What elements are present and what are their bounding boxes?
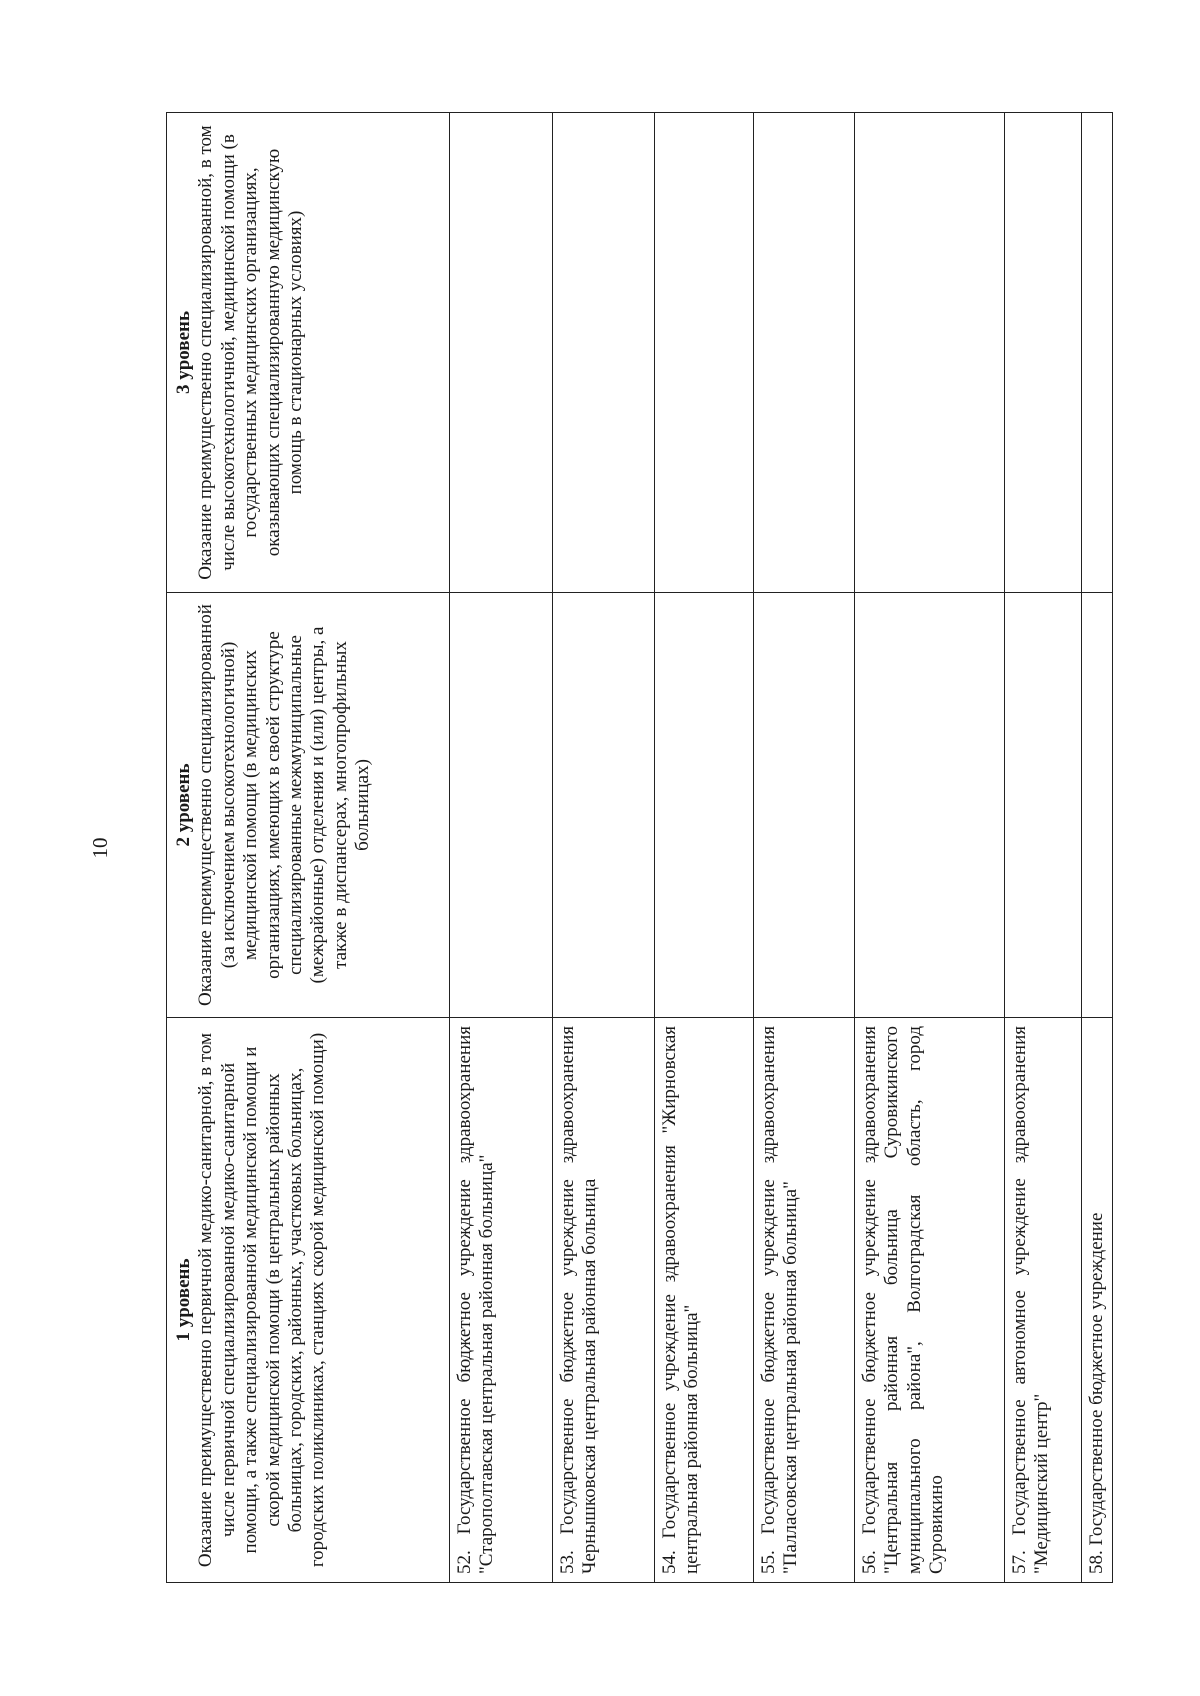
organization-cell: 52. Государственное бюджетное учреждение здравоохранения "Старополтавская центральная районная больница" xyxy=(450,1018,553,1583)
level-3-cell xyxy=(450,113,553,593)
level-3-cell xyxy=(655,113,754,593)
table-row xyxy=(553,113,655,1583)
header-level-1 xyxy=(167,1018,450,1583)
levels-table-rotated xyxy=(166,113,1107,1583)
level-2-cell xyxy=(855,593,1005,1018)
level-2-cell xyxy=(450,593,553,1018)
level-2-cell xyxy=(655,593,754,1018)
header-level-1-title: 1 уровень xyxy=(173,1258,194,1342)
organization-cell: 57. Государственное автономное учреждение здравоохранения "Медицинский центр" xyxy=(1005,1018,1082,1583)
organization-cell: 56. Государственное бюджетное учреждение здравоохранения "Центральная районная больница Суровикинского муниципального района", Волгоградская область, город Суровикино xyxy=(855,1018,1005,1583)
organization-cell: 58. Государственное бюджетное учреждение xyxy=(1082,1018,1113,1583)
table-row xyxy=(450,113,553,1583)
page-number: 10 xyxy=(88,837,112,859)
header-level-3-text: Оказание преимущественно специализированной, в том числе высокотехнологичной, медицинской помощи (в государственных медицинских организациях, оказывающих специализированную медицинскую помощь в стационарных условиях) xyxy=(195,125,307,580)
level-2-cell xyxy=(553,593,655,1018)
organization-cell: 53. Государственное бюджетное учреждение здравоохранения Чернышковская центральная районная больница xyxy=(553,1018,655,1583)
header-level-2 xyxy=(167,593,450,1018)
table-row xyxy=(1005,113,1082,1583)
level-3-cell xyxy=(855,113,1005,593)
table-header-row xyxy=(167,113,450,1583)
table-row xyxy=(655,113,754,1583)
organization-cell: 55. Государственное бюджетное учреждение здравоохранения "Палласовская центральная районная больница" xyxy=(754,1018,855,1583)
level-2-cell xyxy=(1082,593,1113,1018)
header-level-3 xyxy=(167,113,450,593)
level-3-cell xyxy=(553,113,655,593)
level-2-cell xyxy=(754,593,855,1018)
header-level-2-text: Оказание преимущественно специализированной (за исключением высокотехнологичной) медицинской помощи (в медицинских организациях, имеющих в своей структуре специализированные межмуниципальные (межрайонные) отделения и (или) центры, а также в диспансерах, многопрофильных больницах) xyxy=(195,604,374,1006)
table-row xyxy=(1082,113,1113,1583)
header-level-2-title: 2 уровень xyxy=(173,763,194,847)
table-row xyxy=(855,113,1005,1583)
header-level-1-text: Оказание преимущественно первичной медико-санитарной, в том числе первичной специализированной медико-санитарной помощи, а также специализированной медицинской помощи и скорой медицинской помощи (в центральных районных больницах, городских, районных, участковых больницах, городских поликлиниках, станциях скорой медицинской помощи) xyxy=(195,1032,329,1568)
levels-table xyxy=(166,112,1113,1583)
levels-table-wrapper xyxy=(166,113,1107,1583)
level-2-cell xyxy=(1005,593,1082,1018)
level-3-cell xyxy=(1082,113,1113,593)
level-3-cell xyxy=(1005,113,1082,593)
header-level-3-title: 3 уровень xyxy=(173,310,194,395)
table-row xyxy=(754,113,855,1583)
level-3-cell xyxy=(754,113,855,593)
organization-cell: 54. Государственное учреждение здравоохранения "Жирновская центральная районная больница" xyxy=(655,1018,754,1583)
